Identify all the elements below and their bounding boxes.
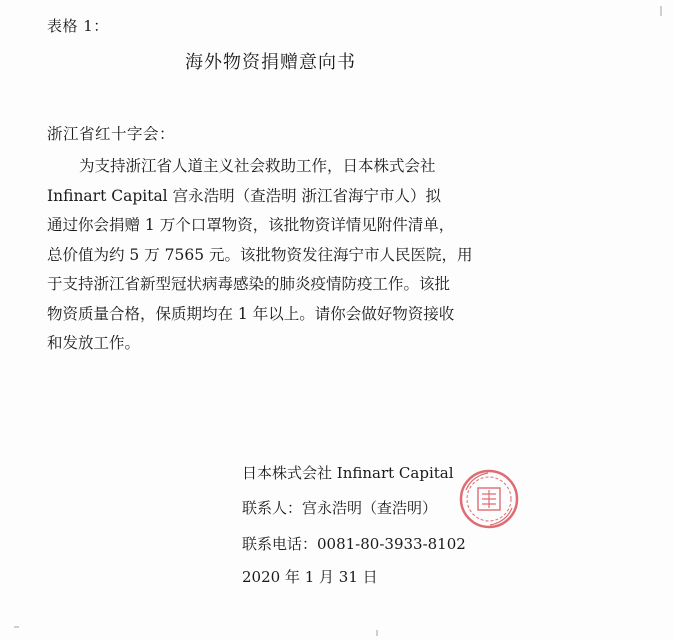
table-label: 表格 1： (47, 17, 109, 35)
body-line: 总价值为约 5 万 7565 元。该批物资发往海宁市人民医院，用 (47, 245, 473, 264)
signature-contact: 联系人：宫永浩明（查浩明） (242, 499, 438, 517)
signature-company: 日本株式会社 Infinart Capital (242, 464, 454, 482)
body-line: 和发放工作。 (47, 334, 141, 352)
body-line: 于支持浙江省新型冠状病毒感染的肺炎疫情防疫工作。该批 (47, 275, 451, 293)
signature-phone: 联系电话：0081-80-3933-8102 (242, 535, 466, 553)
signature-date: 2020 年 1 月 31 日 (242, 568, 378, 586)
scan-artifact (376, 630, 378, 636)
body-line: 通过你会捐赠 1 万个口罩物资，该批物资详情见附件清单， (47, 216, 455, 234)
company-seal-icon (458, 468, 520, 530)
body-line: 为支持浙江省人道主义社会救助工作，日本株式会社 (79, 157, 436, 175)
body-line: 物资质量合格，保质期均在 1 年以上。请你会做好物资接收 (47, 304, 455, 323)
scan-artifact (14, 626, 19, 628)
scan-artifact (660, 6, 662, 16)
salutation: 浙江省红十字会： (47, 125, 176, 143)
document-title: 海外物资捐赠意向书 (185, 52, 356, 73)
body-line: Infinart Capital 宫永浩明（查浩明 浙江省海宁市人）拟 (47, 186, 441, 205)
letter-body (47, 152, 507, 359)
